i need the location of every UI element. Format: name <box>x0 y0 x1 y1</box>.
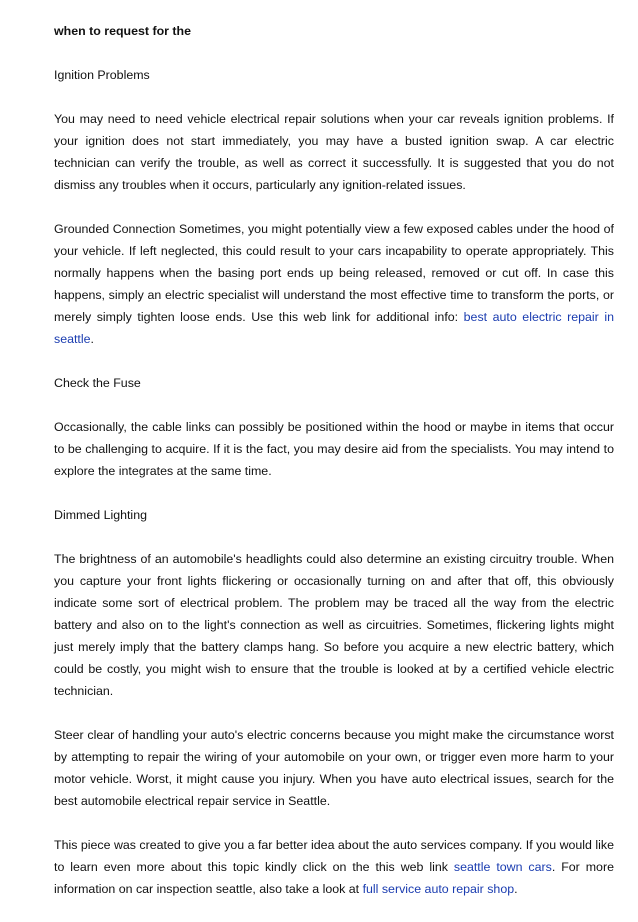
paragraph-closing-text-1: This piece was created to give you a far better idea about the auto services company. If you would like to learn even more about this topic kindly click on the this web link <box>54 838 614 874</box>
document-title: when to request for the <box>54 24 191 38</box>
section-heading-dimmed: Dimmed Lighting <box>54 508 147 522</box>
paragraph-grounded-period: . <box>90 332 94 346</box>
paragraph-grounded-text: Grounded Connection Sometimes, you might potentially view a few exposed cables under the hood of your vehicle. If left neglected, this could result to your cars incapability to operate appropriately. This normally happens when the basing port ends up being released, removed or cut off. In case this happens, simply an electric specialist will understand the most effective time to transform the ports, or merely simply tighten loose ends. Use this web link for additional info: <box>54 222 614 324</box>
paragraph-steer-clear: Steer clear of handling your auto's electric concerns because you might make the circumstance worst by attempting to repair the wiring of your automobile on your own, or trigger even more harm to your motor vehicle. Worst, it might cause you injury. When you have auto electrical issues, search for the best automobile electrical repair service in Seattle. <box>54 728 614 808</box>
section-heading-fuse: Check the Fuse <box>54 376 141 390</box>
link-best-auto-electric-repair[interactable]: best auto electric repair in seattle <box>54 310 614 346</box>
paragraph-fuse: Occasionally, the cable links can possibly be positioned within the hood or maybe in items that occur to be challenging to acquire. If it is the fact, you may desire aid from the specialists. You may intend to explore the integrates at the same time. <box>54 420 614 478</box>
document-page <box>54 20 614 922</box>
paragraph-grounded <box>54 218 614 350</box>
paragraph-dimmed: The brightness of an automobile's headlights could also determine an existing circuitry trouble. When you capture your front lights flickering or occasionally turning on and after that off, this obviously indicate some sort of electrical problem. The problem may be traced all the way from the electric battery and also on to the light's connection as well as circuitries. Sometimes, flickering lights might just merely imply that the battery clamps hang. So before you acquire a new electric battery, which could be costly, you might wish to ensure that the trouble is looked at by a certified vehicle electric technician. <box>54 552 614 698</box>
paragraph-closing-text-2: . For more information on car inspection seattle, also take a look at <box>54 860 614 896</box>
section-heading-ignition: Ignition Problems <box>54 68 150 82</box>
link-seattle-town-cars[interactable]: seattle town cars <box>453 860 552 874</box>
paragraph-closing-period: . <box>514 882 518 896</box>
paragraph-ignition: You may need to need vehicle electrical repair solutions when your car reveals ignition problems. If your ignition does not start immediately, you may have a busted ignition swap. A car electric technician can verify the trouble, as well as correct it successfully. It is suggested that you do not dismiss any troubles when it occurs, particularly any ignition-related issues. <box>54 112 614 192</box>
paragraph-closing <box>54 834 614 900</box>
link-full-service-auto-repair-shop[interactable]: full service auto repair shop <box>362 882 515 896</box>
